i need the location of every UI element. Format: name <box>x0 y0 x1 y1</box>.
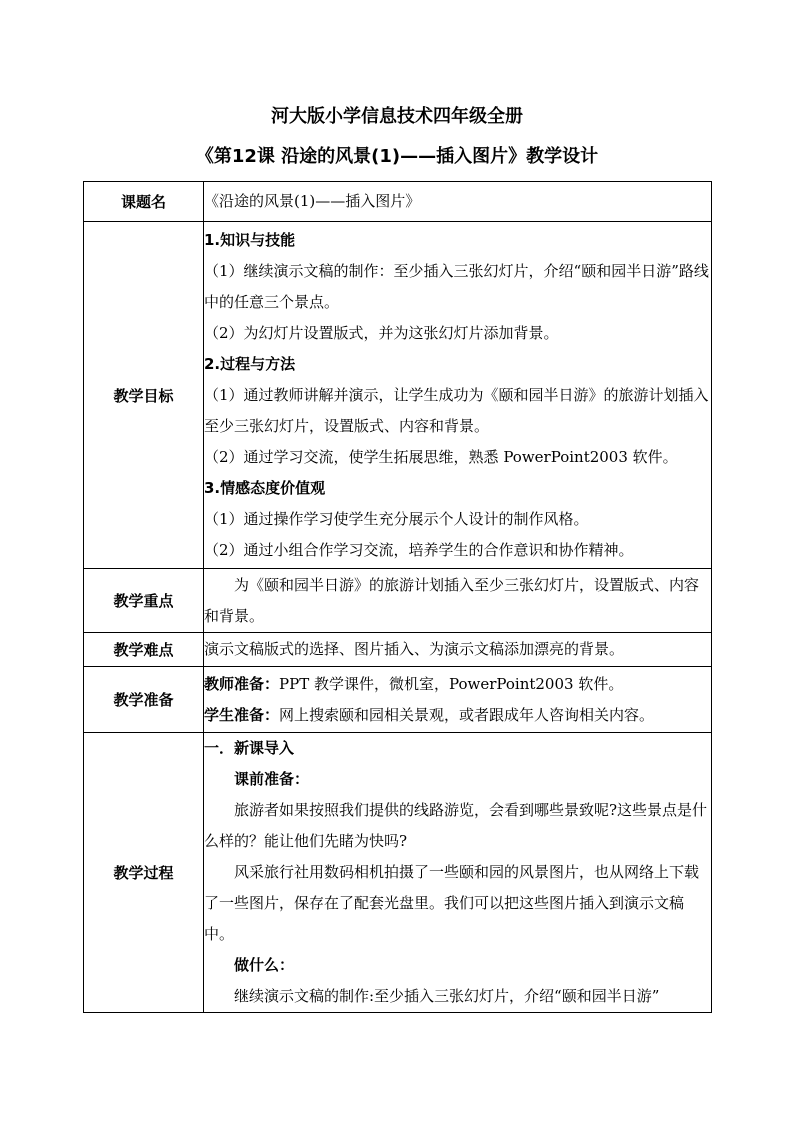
table-row-topic <box>84 182 712 222</box>
process-paragraph-3: 继续演示文稿的制作:至少插入三张幻灯片，介绍“颐和园半日游” <box>234 987 660 1005</box>
topic-label: 课题名 <box>84 182 204 222</box>
process-what-heading: 做什么： <box>234 956 295 974</box>
teacher-preparation <box>204 669 711 700</box>
preparation-content <box>204 667 712 733</box>
objectives-knowledge-2: （2）为幻灯片设置版式，并为这张幻灯片添加背景。 <box>204 323 559 342</box>
difficulties-label: 教学难点 <box>84 633 204 667</box>
key-points-content <box>204 569 712 633</box>
objectives-knowledge-1: （1）继续演示文稿的制作：至少插入三张幻灯片，介绍“颐和园半日游”路线中的任意三个景点。 <box>204 261 709 311</box>
table-row-key-points <box>84 569 712 633</box>
process-paragraph-1: 旅游者如果按照我们提供的线路游览，会看到哪些景致呢?这些景点是什么样的？能让他们先睹为快吗? <box>204 801 708 850</box>
process-paragraph-2: 风采旅行社用数码相机拍摄了一些颐和园的风景图片，也从网络上下载了一些图片，保存在了配套光盘里。我们可以把这些图片插入到演示文稿中。 <box>204 863 700 943</box>
teacher-preparation-label: 教师准备： <box>204 674 280 693</box>
lesson-plan-table <box>83 181 712 1013</box>
objectives-heading-process: 2.过程与方法 <box>204 354 296 373</box>
document-title: 河大版小学信息技术四年级全册 <box>271 106 523 127</box>
topic-value: 《沿途的风景(1)——插入图片》 <box>204 182 712 222</box>
table-row-process <box>84 733 712 1013</box>
student-preparation <box>204 700 711 731</box>
table-row-preparation <box>84 667 712 733</box>
objectives-process-2: （2）通过学习交流，使学生拓展思维，熟悉 PowerPoint2003 软件。 <box>204 447 678 466</box>
difficulties-value: 演示文稿版式的选择、图片插入、为演示文稿添加漂亮的背景。 <box>204 633 712 667</box>
process-content <box>204 733 712 1013</box>
process-label: 教学过程 <box>84 733 204 1013</box>
key-points-value: 为《颐和园半日游》的旅游计划插入至少三张幻灯片，设置版式、内容和背景。 <box>204 575 700 625</box>
objectives-emotion-1: （1）通过操作学习使学生充分展示个人设计的制作风格。 <box>204 509 589 528</box>
lesson-title: 《第12课 沿途的风景(1)——插入图片》教学设计 <box>195 146 599 167</box>
objectives-heading-knowledge: 1.知识与技能 <box>204 230 296 249</box>
student-preparation-value: 网上搜索颐和园相关景观，或者跟成年人咨询相关内容。 <box>279 705 655 724</box>
table-row-difficulties <box>84 633 712 667</box>
key-points-label: 教学重点 <box>84 569 204 633</box>
objectives-emotion-2: （2）通过小组合作学习交流，培养学生的合作意识和协作精神。 <box>204 540 634 559</box>
preparation-label: 教学准备 <box>84 667 204 733</box>
objectives-content <box>204 222 712 569</box>
student-preparation-label: 学生准备： <box>204 705 280 724</box>
objectives-heading-emotion: 3.情感态度价值观 <box>204 478 326 497</box>
objectives-process-1: （1）通过教师讲解并演示，让学生成功为《颐和园半日游》的旅游计划插入至少三张幻灯片，设置版式、内容和背景。 <box>204 385 709 435</box>
teacher-preparation-value: PPT 教学课件，微机室，PowerPoint2003 软件。 <box>279 674 624 693</box>
table-row-objectives <box>84 222 712 569</box>
process-prep-heading: 课前准备： <box>234 770 310 788</box>
process-section-intro: 一．新课导入 <box>204 739 295 757</box>
objectives-label: 教学目标 <box>84 222 204 569</box>
